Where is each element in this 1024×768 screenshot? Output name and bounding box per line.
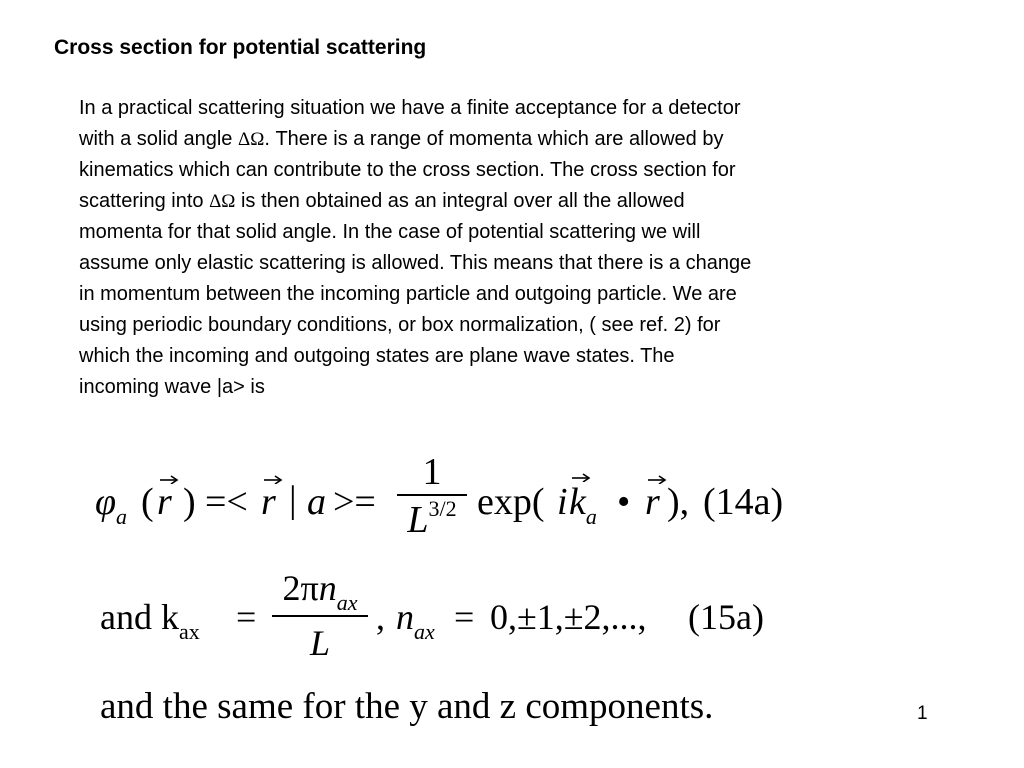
bra-vector-r: r: [261, 480, 276, 524]
gt-equals: >=: [333, 481, 376, 523]
equation-label-15a: (15a): [688, 597, 764, 637]
fraction-one-over-L: [397, 450, 467, 549]
exp-close: ),: [667, 481, 690, 523]
paragraph-line: In a practical scattering situation we have a finite acceptance for a detector: [79, 97, 741, 119]
paragraph-line: using periodic boundary conditions, or box normalization, ( see ref. 2) for: [79, 314, 721, 336]
ket-a: a: [307, 481, 326, 523]
equation-label-14a: (14a): [703, 481, 784, 523]
body-paragraph: [79, 93, 959, 403]
bracket-bar: |: [289, 479, 297, 521]
vector-r: r: [157, 480, 172, 524]
delta-omega-symbol: ΔΩ: [237, 129, 265, 150]
equals-sign: =: [236, 597, 257, 637]
paragraph-text: scattering into: [79, 190, 210, 212]
page-number: 1: [917, 703, 928, 724]
equals-lt: =<: [205, 481, 248, 523]
imaginary-i: i: [557, 481, 568, 523]
n-values: 0,±1,±2,...,: [490, 597, 647, 637]
vector-k: k $_a$: [569, 480, 597, 524]
paragraph-line: momenta for that solid angle. In the case of potential scattering we will: [79, 221, 701, 243]
paragraph-line: incoming wave |a> is: [79, 376, 265, 398]
fraction-denominator: L: [309, 623, 331, 663]
fraction-numerator: 1: [422, 451, 442, 493]
paragraph-text: with a solid angle: [79, 128, 238, 150]
vector-r-exp: r: [645, 480, 660, 524]
paragraph-line: [79, 124, 959, 155]
equals-sign-2: =: [454, 597, 475, 637]
comma: ,: [376, 597, 385, 637]
dot-product: •: [617, 481, 631, 523]
paragraph-text: . There is a range of momenta which are allowed by: [264, 128, 724, 150]
fraction-denominator: $L^{3/2}$: [407, 496, 457, 541]
paragraph-line: [79, 186, 959, 217]
fraction-numerator: $2\pi n_{ax}$: [282, 568, 358, 615]
paragraph-line: which the incoming and outgoing states are plane wave states. The: [79, 345, 675, 367]
components-statement: and the same for the y and z components.: [100, 686, 714, 727]
and-k-text: and $k_{ax}$: [100, 597, 200, 644]
slide-title: Cross section for potential scattering: [54, 36, 427, 59]
phi-symbol: $\varphi_a$: [95, 481, 128, 529]
n-ax: $n_{ax}$: [396, 597, 435, 644]
paragraph-line: in momentum between the incoming particle and outgoing particle. We are: [79, 283, 737, 305]
delta-omega-symbol: ΔΩ: [209, 191, 236, 212]
paragraph-text: is then obtained as an integral over all the allowed: [235, 190, 685, 212]
lhs-paren-open: (: [141, 481, 154, 523]
paragraph-line: kinematics which can contribute to the cross section. The cross section for: [79, 159, 736, 181]
lhs-paren-close: ): [183, 481, 196, 523]
paragraph-line: assume only elastic scattering is allowed. This means that there is a change: [79, 252, 752, 274]
fraction-2pi-n-over-L: [272, 566, 368, 669]
exp-open: exp(: [477, 481, 545, 523]
